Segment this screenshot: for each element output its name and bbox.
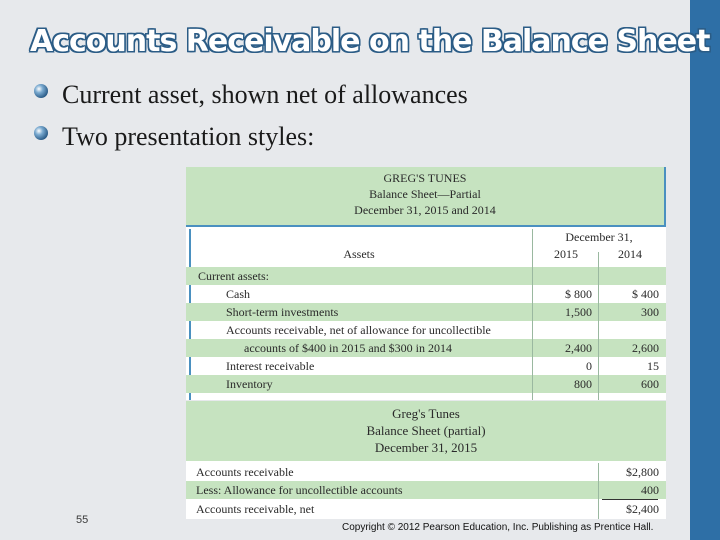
table-header <box>186 401 666 461</box>
table-row: Inventory 800 600 <box>186 375 666 393</box>
year-2015-header: 2015 <box>554 247 578 261</box>
column-divider <box>532 229 533 400</box>
side-accent-bar <box>690 0 720 540</box>
table-row: Interest receivable 0 15 <box>226 359 659 373</box>
table-row: Accounts receivable $2,800 <box>196 465 659 479</box>
company-name: Greg's Tunes <box>392 406 460 421</box>
balance-sheet-comparative-table <box>186 167 666 400</box>
balance-sheet-partial-table <box>186 401 666 519</box>
table-row: Accounts receivable, net of allowance for uncollectible <box>226 323 491 337</box>
bullet-icon <box>34 126 48 140</box>
bullet-text-2: Two presentation styles: <box>62 122 315 151</box>
table-row: accounts of $400 in 2015 and $300 in 2014 2,400 2,600 <box>186 339 666 357</box>
column-divider <box>598 463 599 519</box>
assets-header: Assets <box>343 247 375 261</box>
column-headers <box>186 229 666 269</box>
column-divider <box>598 252 599 400</box>
copyright-notice: Copyright © 2012 Pearson Education, Inc. Publishing as Prentice Hall. <box>342 522 654 533</box>
total-underline <box>602 499 658 500</box>
table-row: Cash $ 800 $ 400 <box>226 287 659 301</box>
slide-number: 55 <box>76 514 89 526</box>
statement-date: December 31, 2015 <box>374 440 478 455</box>
table-row: Current assets: <box>186 267 666 285</box>
slide-title: Accounts Receivable on the Balance Sheet <box>30 24 710 59</box>
bullet-icon <box>34 84 48 98</box>
statement-dates: December 31, 2015 and 2014 <box>354 203 496 217</box>
year-2014-header: 2014 <box>618 247 642 261</box>
table-row: Accounts receivable, net $2,400 <box>196 502 659 516</box>
table-row: Less: Allowance for uncollectible accounts 400 <box>186 481 666 499</box>
table-row: Short-term investments 1,500 300 <box>186 303 666 321</box>
statement-name: Balance Sheet (partial) <box>366 423 486 438</box>
december-header: December 31, <box>565 230 633 244</box>
table-header <box>186 167 666 227</box>
statement-name: Balance Sheet—Partial <box>369 187 481 201</box>
company-name: GREG'S TUNES <box>383 171 467 185</box>
bullet-text-1: Current asset, shown net of allowances <box>62 80 468 109</box>
